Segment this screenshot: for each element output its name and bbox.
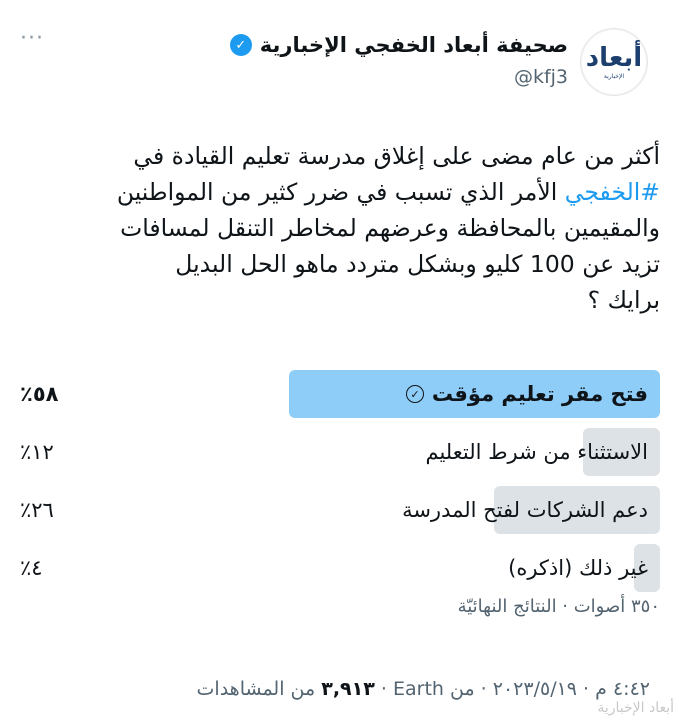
- winner-check-icon: ✓: [406, 385, 424, 403]
- tweet-line-2-text: الأمر الذي تسبب في ضرر كثير من المواطنين: [116, 178, 565, 206]
- poll: [20, 370, 660, 602]
- views-label: من المشاهدات: [196, 678, 316, 700]
- tweet-footer-meta: [197, 678, 650, 700]
- tweet-source: من Earth: [392, 678, 475, 700]
- poll-option-percent: ٢٦٪: [20, 498, 54, 522]
- verified-badge-icon: ✓: [230, 34, 252, 56]
- poll-option: [20, 370, 660, 418]
- tweet-line-4: تزيد عن 100 كليو وبشكل متردد ماهو الحل البديل: [175, 250, 660, 278]
- poll-option: [20, 486, 660, 534]
- poll-option-label-row: [402, 486, 648, 534]
- poll-option-label-row: [508, 544, 648, 592]
- tweet-header: [0, 24, 680, 94]
- poll-option-label-row: [425, 428, 648, 476]
- poll-option-percent: ٥٨٪: [20, 382, 59, 406]
- tweet-line-1: أكثر من عام مضى على إغلاق مدرسة تعليم القيادة في: [133, 142, 660, 170]
- tweet-text: [20, 138, 660, 318]
- watermark: أبعاد الإخبارية: [597, 700, 674, 716]
- poll-option-label: فتح مقر تعليم مؤقت: [431, 382, 648, 406]
- tweet-time[interactable]: ٤:٤٢ م: [595, 678, 650, 700]
- poll-option-label-row: [406, 370, 648, 418]
- poll-option-label: دعم الشركات لفتح المدرسة: [402, 498, 648, 522]
- more-options-icon[interactable]: ···: [20, 26, 44, 51]
- tweet-line-3: والمقيمين بالمحافظة وعرضهم لمخاطر التنقل لمسافات: [120, 214, 660, 242]
- hashtag-link[interactable]: #الخفجي: [564, 178, 660, 206]
- tweet-line-2: [20, 174, 660, 210]
- author-handle[interactable]: @kfj3: [513, 66, 568, 88]
- views-count[interactable]: ٣,٩١٣: [321, 678, 375, 700]
- poll-option: [20, 544, 660, 592]
- poll-option-label: الاستثناء من شرط التعليم: [425, 440, 648, 464]
- avatar-subtitle: الإخبارية: [603, 72, 625, 80]
- poll-option: [20, 428, 660, 476]
- poll-meta: ٣٥٠ أصوات · النتائج النهائيّة: [457, 596, 660, 617]
- author-display-name[interactable]: صحيفة أبعاد الخفجي الإخبارية: [259, 33, 568, 57]
- poll-option-percent: ٤٪: [20, 556, 43, 580]
- author-name-row[interactable]: [230, 28, 568, 62]
- separator-dot: ·: [374, 678, 387, 700]
- poll-option-percent: ١٢٪: [20, 440, 54, 464]
- tweet-line-5: برايك ؟: [587, 286, 660, 314]
- separator-dot: ·: [577, 678, 590, 700]
- tweet-date[interactable]: ٢٠٢٣/٥/١٩: [492, 678, 578, 700]
- avatar-logo: أبعاد: [585, 42, 643, 73]
- poll-option-label: غير ذلك (اذكره): [508, 556, 648, 580]
- separator-dot: ·: [474, 678, 487, 700]
- avatar[interactable]: [580, 28, 648, 96]
